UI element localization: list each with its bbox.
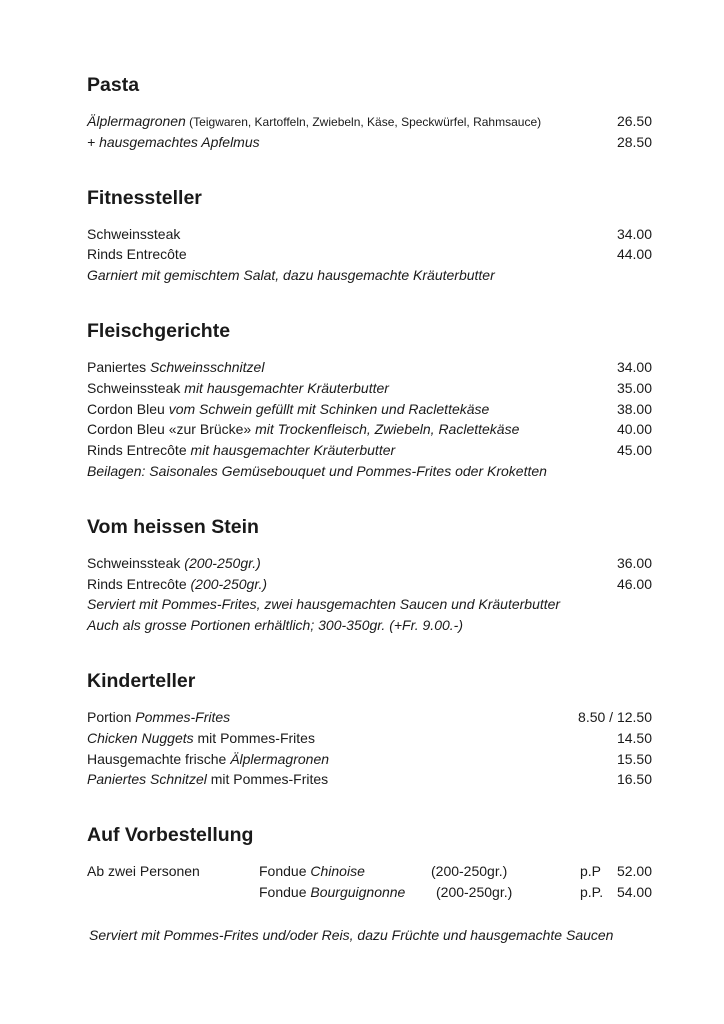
menu-item xyxy=(87,769,652,790)
section-heading: Pasta xyxy=(87,74,140,96)
menu-item xyxy=(87,553,652,574)
item-text: Cordon Bleu xyxy=(87,400,169,417)
menu xyxy=(87,71,652,934)
menu-note xyxy=(87,461,652,482)
item-price: 14.50 xyxy=(616,729,652,746)
item-text: Pommes-Frites xyxy=(135,708,231,725)
footer-note: Serviert mit Pommes-Frites und/oder Reis, dazu Früchte und hausgemachte Saucen xyxy=(89,927,614,943)
section-heading: Fitnessteller xyxy=(87,186,202,209)
persons-note: Ab zwei Personen xyxy=(87,863,200,880)
price-unit: p.P xyxy=(580,863,602,880)
menu-item xyxy=(87,707,652,728)
item-text: Älplermagronen xyxy=(230,750,330,767)
item-price: 45.00 xyxy=(616,442,652,459)
item-text: Hausgemachte frische xyxy=(87,750,231,767)
item-price: 28.50 xyxy=(616,133,652,150)
item-text: mit hausgemachter Kräuterbutter xyxy=(184,379,389,396)
dish-variant: Bourguignonne xyxy=(310,883,406,900)
menu-item xyxy=(87,224,652,245)
item-text: Paniertes xyxy=(87,358,151,375)
item-text: Garniert mit gemischtem Salat, dazu hausgemachte Kräuterbutter xyxy=(87,267,495,284)
item-price: 36.00 xyxy=(616,554,652,571)
section-heading: Fleischgerichte xyxy=(87,319,231,342)
item-text: Älplermagronen xyxy=(87,113,186,129)
menu-note xyxy=(87,594,652,615)
item-text: (Teigwaren, Kartoffeln, Zwiebeln, Käse, Speckwürfel, Rahmsauce) xyxy=(185,115,542,129)
fondue-row xyxy=(87,882,652,903)
section-heading: Kinderteller xyxy=(87,669,196,692)
fondue-weight: (200-250gr.) xyxy=(431,863,508,880)
item-text: (200-250gr.) xyxy=(184,554,261,571)
item-text: Serviert mit Pommes-Frites, zwei hausgemachten Saucen und Kräuterbutter xyxy=(87,596,561,613)
item-text: Schweinssteak xyxy=(87,379,185,396)
menu-item xyxy=(87,728,652,749)
item-text: Cordon Bleu «zur Brücke» xyxy=(87,421,256,438)
menu-item xyxy=(87,244,652,265)
menu-section xyxy=(87,667,652,790)
item-text: mit Pommes-Frites xyxy=(206,771,329,788)
item-text: vom Schwein gefüllt mit Schinken und Raclettekäse xyxy=(168,400,490,417)
item-price: 46.00 xyxy=(616,575,652,592)
section-heading: Vom heissen Stein xyxy=(87,515,259,538)
menu-section-vorbestellung xyxy=(87,821,652,903)
item-price: 8.50 / 12.50 xyxy=(578,708,652,725)
item-price: 38.00 xyxy=(616,400,652,417)
menu-item xyxy=(87,378,652,399)
item-text: mit Trockenfleisch, Zwiebeln, Raclettekäse xyxy=(255,421,520,438)
item-price: 26.50 xyxy=(616,113,652,129)
price-unit: p.P. xyxy=(580,883,604,900)
item-text: Paniertes Schnitzel xyxy=(87,771,207,788)
menu-note xyxy=(87,615,652,636)
fondue-name xyxy=(259,882,405,903)
item-price: 52.00 xyxy=(616,863,652,880)
item-text: mit Pommes-Frites xyxy=(193,729,315,746)
item-price: 15.50 xyxy=(616,750,652,767)
item-price: 40.00 xyxy=(616,421,652,438)
menu-section xyxy=(87,184,652,286)
item-text: Rinds Entrecôte xyxy=(87,575,191,592)
dish-variant: Chinoise xyxy=(310,863,365,880)
item-text: Beilagen: Saisonales Gemüsebouquet und Pommes-Frites oder Kroketten xyxy=(87,462,547,479)
item-text: Schweinssteak xyxy=(87,554,185,571)
menu-item xyxy=(87,440,652,461)
menu-item xyxy=(87,111,652,132)
item-price: 44.00 xyxy=(616,246,652,263)
menu-item xyxy=(87,132,652,153)
item-text: Rinds Entrecôte xyxy=(87,246,187,263)
item-text: Portion xyxy=(87,708,136,725)
item-text: Schweinssteak xyxy=(87,225,181,242)
item-price: 16.50 xyxy=(616,771,652,788)
menu-item xyxy=(87,574,652,595)
item-price: 34.00 xyxy=(616,225,652,242)
item-text: Rinds Entrecôte xyxy=(87,442,191,459)
fondue-row xyxy=(87,861,652,882)
item-text: Chicken Nuggets xyxy=(87,729,194,746)
item-text: mit hausgemachter Kräuterbutter xyxy=(190,442,396,459)
menu-section xyxy=(87,317,652,482)
menu-item xyxy=(87,399,652,420)
fondue-weight: (200-250gr.) xyxy=(436,883,513,900)
item-price: 35.00 xyxy=(616,379,652,396)
menu-note xyxy=(87,265,652,286)
item-text: Auch als grosse Portionen erhältlich; 300-350gr. (+Fr. 9.00.-) xyxy=(87,617,463,634)
dish: Fondue xyxy=(259,863,311,880)
menu-section xyxy=(87,71,652,153)
menu-item xyxy=(87,419,652,440)
item-price: 34.00 xyxy=(616,358,652,375)
section-heading: Auf Vorbestellung xyxy=(87,824,254,847)
item-text: (200-250gr.) xyxy=(190,575,268,592)
item-text: + hausgemachtes Apfelmus xyxy=(87,133,260,150)
item-price: 54.00 xyxy=(616,883,652,900)
item-text: Schweinsschnitzel xyxy=(150,358,265,375)
menu-item xyxy=(87,749,652,770)
fondue-name xyxy=(259,861,365,882)
dish: Fondue xyxy=(259,883,311,900)
menu-section xyxy=(87,513,652,636)
menu-item xyxy=(87,357,652,378)
